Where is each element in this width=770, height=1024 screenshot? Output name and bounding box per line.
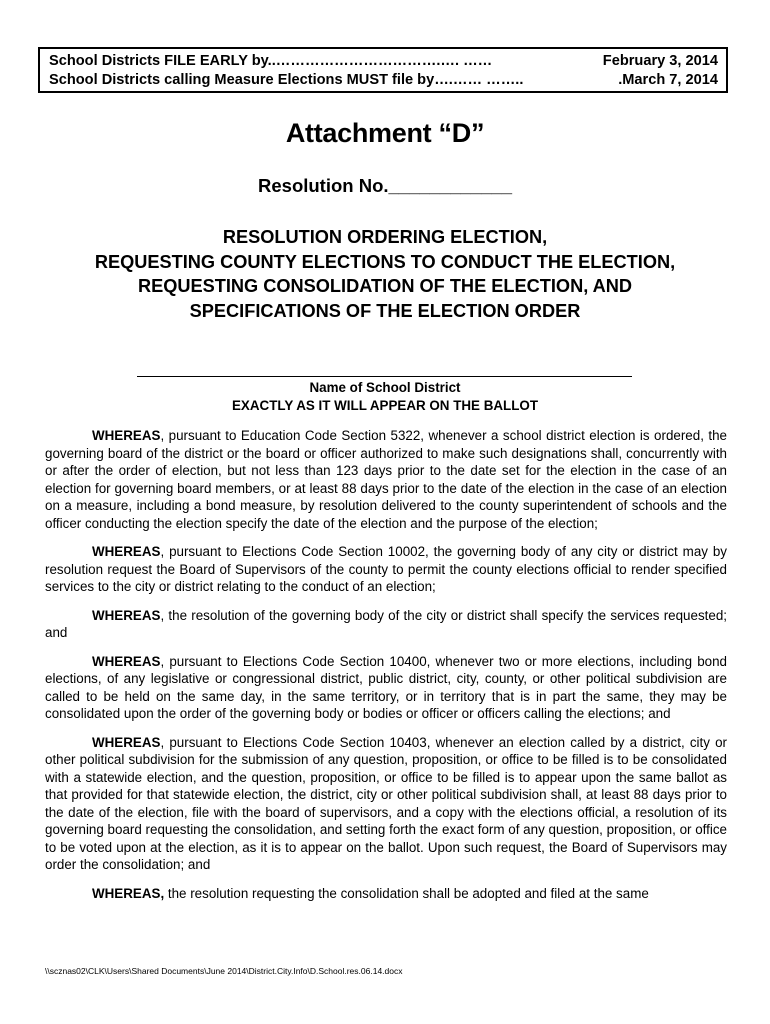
paragraph-text: , pursuant to Elections Code Section 10400, whenever two or more elections, including bond elections, of any legislative or congressional district, public district, city, county, or other political subdivision are called to be held on the same day, in the same territory, or in territory that is in part the same, they may be consolidated upon the order of the governing body or bodies or officer or officers calling the elections; and (45, 653, 727, 721)
district-name-blank-line (137, 376, 632, 377)
heading-line: REQUESTING COUNTY ELECTIONS TO CONDUCT THE ELECTION, (94, 251, 676, 272)
measure-filing-row (49, 71, 718, 90)
whereas-lead: WHEREAS, (92, 885, 165, 901)
whereas-paragraph (45, 885, 727, 903)
paragraph-text: , the resolution of the governing body of the city or district shall specify the services requested; and (45, 607, 727, 640)
filing-deadline-notice (38, 47, 728, 93)
early-filing-date: February 3, 2014 (602, 53, 718, 69)
resolution-number: Resolution No.____________ (258, 175, 512, 196)
resolution-body (45, 427, 727, 913)
whereas-lead: WHEREAS (92, 544, 161, 559)
whereas-lead: WHEREAS (92, 653, 161, 669)
early-filing-row (49, 52, 718, 71)
whereas-paragraph (45, 734, 727, 874)
heading-line: REQUESTING CONSOLIDATION OF THE ELECTION, AND (137, 276, 633, 296)
whereas-paragraph (45, 653, 727, 723)
heading-line: RESOLUTION ORDERING ELECTION, (222, 227, 548, 247)
early-filing-label: School Districts FILE EARLY by..…………………………….…. …… (49, 53, 493, 69)
paragraph-text: , pursuant to Elections Code Section 10002, the governing body of any city or district may by resolution request the Board of Supervisors of the county to permit the county elections official to render specified services to the city or district relating to the conduct of an election; (45, 544, 727, 594)
page-title: Attachment “D” (285, 118, 485, 148)
whereas-paragraph (45, 607, 727, 642)
whereas-paragraph (45, 543, 727, 596)
heading-line: SPECIFICATIONS OF THE ELECTION ORDER (189, 300, 581, 321)
whereas-lead: WHEREAS (92, 428, 161, 443)
whereas-paragraph (45, 427, 727, 532)
measure-filing-label: School Districts calling Measure Elections MUST file by….…… …….. (49, 72, 524, 88)
paragraph-text: , pursuant to Elections Code Section 10403, whenever an election called by a district, city or other political subdivision for the submission of any question, proposition, or office to be filled is to be consolidated with a statewide election, and the question, proposition, or office to be filled is to appear upon the same ballot as that provided for that statewide election, the district, city or other political subdivision shall, at least 88 days prior to the date of the election, file with the board of supervisors, and a copy with the elections official, a resolution of its governing board requesting the consolidation, and setting forth the exact form of any question, proposition, or office to be voted upon at the election, as it is to appear on the ballot. Upon such request, the Board of Supervisors may order the consolidation; and (45, 734, 727, 872)
district-caption-line: Name of School District (309, 380, 461, 395)
paragraph-text: , pursuant to Education Code Section 5322, whenever a school district election is ordered, the governing board of the district or the board or officer authorized to make such designations shall, concurrently with or after the order of election, but not less than 123 days prior to the date set for the election in the case of an election for governing board members, or at least 88 days prior to the date of the election in the case of an election on a measure, including a bond measure, by resolution delivered to the county superintendent of schools and the officer conducting the election specify the date of the election and the purpose of the election; (45, 428, 727, 531)
district-caption-line: EXACTLY AS IT WILL APPEAR ON THE BALLOT (231, 398, 538, 413)
file-path-footer: \\scznas02\CLK\Users\Shared Documents\June 2014\District.City.Info\D.School.res.06.14.docx (45, 966, 403, 976)
measure-filing-date: .March 7, 2014 (618, 72, 718, 88)
district-name-caption (0, 379, 770, 415)
resolution-heading (0, 225, 770, 323)
whereas-lead: WHEREAS (92, 607, 161, 623)
paragraph-text: the resolution requesting the consolidation shall be adopted and filed at the same (164, 885, 649, 901)
whereas-lead: WHEREAS (92, 734, 161, 750)
